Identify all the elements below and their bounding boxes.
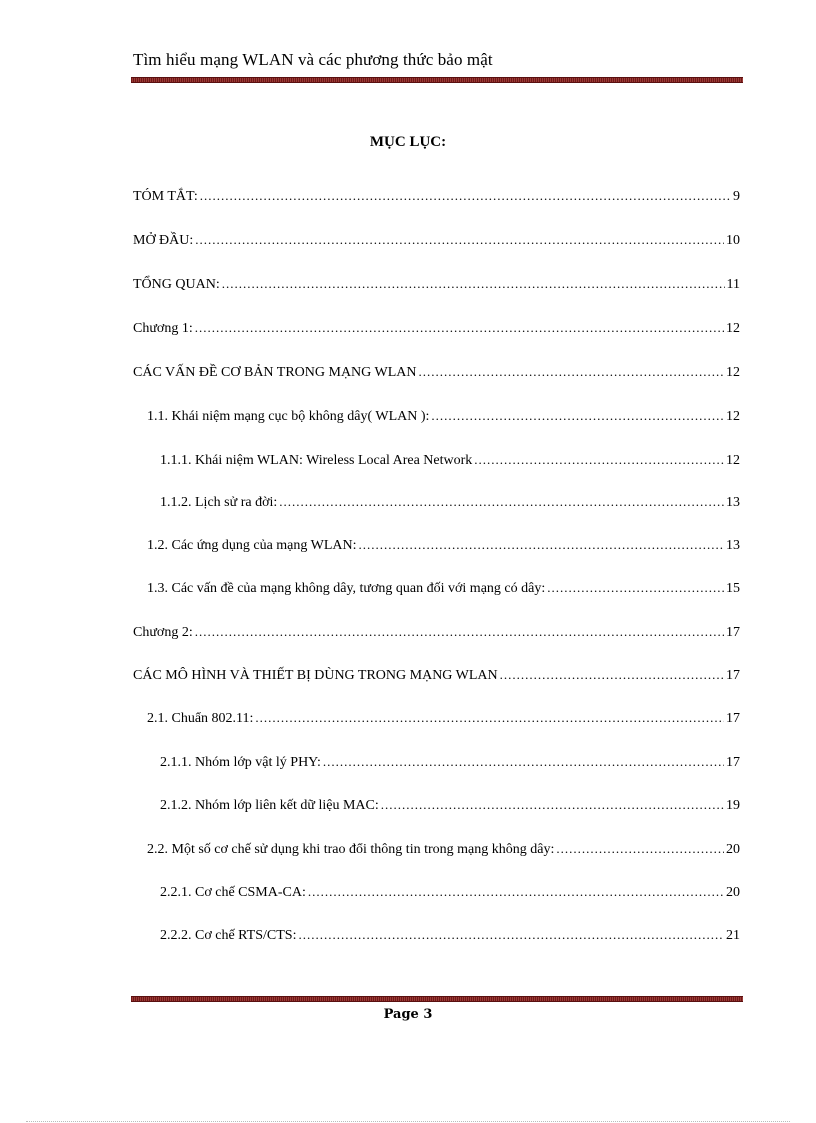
toc-entry-label: 2.2. Một số cơ chế sử dụng khi trao đổi thông tin trong mạng không dây: bbox=[147, 842, 555, 857]
toc-leader-dots bbox=[419, 364, 724, 380]
page-break-line bbox=[26, 1121, 790, 1122]
toc-leader-dots bbox=[195, 624, 724, 640]
toc-entry-label: MỞ ĐẦU: bbox=[133, 233, 194, 248]
toc-leader-dots bbox=[359, 537, 724, 553]
toc-leader-dots bbox=[556, 841, 724, 857]
toc-entry[interactable] bbox=[133, 276, 740, 294]
toc-leader-dots bbox=[431, 408, 724, 424]
toc-leader-dots bbox=[195, 320, 724, 336]
toc-entry-page: 12 bbox=[726, 453, 740, 468]
toc-entry-page: 21 bbox=[726, 928, 740, 943]
toc-entry[interactable] bbox=[133, 364, 740, 382]
toc-entry[interactable] bbox=[160, 452, 740, 470]
toc-entry-page: 20 bbox=[726, 885, 740, 900]
toc-entry-page: 13 bbox=[726, 495, 740, 510]
toc-entry-page: 12 bbox=[726, 409, 740, 424]
toc-entry[interactable] bbox=[160, 754, 740, 772]
toc-entry[interactable] bbox=[160, 927, 740, 945]
toc-entry-label: CÁC VẤN ĐỀ CƠ BẢN TRONG MẠNG WLAN bbox=[133, 365, 417, 380]
toc-entry[interactable] bbox=[147, 841, 740, 859]
toc-entry[interactable] bbox=[160, 884, 740, 902]
toc-entry-label: 1.2. Các ứng dụng của mạng WLAN: bbox=[147, 538, 357, 553]
toc-entry-label: 2.2.2. Cơ chế RTS/CTS: bbox=[160, 928, 297, 943]
toc-leader-dots bbox=[222, 276, 725, 292]
header-title: Tìm hiểu mạng WLAN và các phương thức bảo mật bbox=[133, 50, 493, 69]
toc-entry[interactable] bbox=[133, 320, 740, 338]
toc-leader-dots bbox=[474, 452, 724, 468]
toc-entry-label: Chương 1: bbox=[133, 321, 193, 336]
toc-entry-page: 20 bbox=[726, 842, 740, 857]
toc-leader-dots bbox=[308, 884, 724, 900]
toc-leader-dots bbox=[279, 494, 724, 510]
toc-entry[interactable] bbox=[133, 624, 740, 642]
toc-entry-label: Chương 2: bbox=[133, 625, 193, 640]
toc-leader-dots bbox=[547, 580, 724, 596]
toc-entry[interactable] bbox=[133, 667, 740, 685]
toc-entry-page: 17 bbox=[726, 755, 740, 770]
toc-leader-dots bbox=[381, 797, 724, 813]
toc-leader-dots bbox=[255, 710, 724, 726]
toc-entry-label: 2.1. Chuẩn 802.11: bbox=[147, 711, 254, 726]
header-rule bbox=[131, 77, 743, 83]
toc-entry-page: 17 bbox=[726, 668, 740, 683]
toc-entry-page: 17 bbox=[726, 711, 740, 726]
toc-entry-label: TÓM TẮT: bbox=[133, 189, 198, 204]
footer-rule bbox=[131, 996, 743, 1002]
toc-leader-dots bbox=[200, 188, 731, 204]
toc-entry[interactable] bbox=[160, 494, 740, 512]
toc-title: MỤC LỤC: bbox=[369, 134, 447, 150]
toc-leader-dots bbox=[323, 754, 724, 770]
toc-entry-label: 1.1.1. Khái niệm WLAN: Wireless Local Area Network bbox=[160, 453, 473, 468]
toc-entry[interactable] bbox=[147, 580, 740, 598]
toc-entry[interactable] bbox=[147, 537, 740, 555]
toc-leader-dots bbox=[298, 927, 724, 943]
toc-entry-page: 12 bbox=[726, 365, 740, 380]
toc-entry-page: 17 bbox=[726, 625, 740, 640]
toc-entry-page: 15 bbox=[726, 581, 740, 596]
toc-entry-page: 13 bbox=[726, 538, 740, 553]
toc-entry-page: 19 bbox=[726, 798, 740, 813]
toc-entry-label: 1.3. Các vấn đề của mạng không dây, tương quan đối với mạng có dây: bbox=[147, 581, 546, 596]
toc-leader-dots bbox=[500, 667, 724, 683]
toc-entry[interactable] bbox=[147, 710, 740, 728]
toc-leader-dots bbox=[195, 232, 724, 248]
toc-entry[interactable] bbox=[133, 232, 740, 250]
toc-entry-label: 2.1.2. Nhóm lớp liên kết dữ liệu MAC: bbox=[160, 798, 379, 813]
toc-entry-page: 11 bbox=[726, 277, 740, 292]
toc-entry-label: 2.1.1. Nhóm lớp vật lý PHY: bbox=[160, 755, 321, 770]
toc-entry-label: CÁC MÔ HÌNH VÀ THIẾT BỊ DÙNG TRONG MẠNG WLAN bbox=[133, 668, 498, 683]
toc-entry-label: TỔNG QUAN: bbox=[133, 277, 220, 292]
toc-entry-page: 12 bbox=[726, 321, 740, 336]
toc-entry-page: 10 bbox=[726, 233, 740, 248]
toc-entry[interactable] bbox=[147, 408, 740, 426]
toc-entry-page: 9 bbox=[733, 189, 740, 204]
toc-entry[interactable] bbox=[133, 188, 740, 206]
footer-page-number: Page 3 bbox=[383, 1007, 433, 1022]
toc-entry-label: 1.1.2. Lịch sử ra đời: bbox=[160, 495, 278, 510]
toc-entry-label: 2.2.1. Cơ chế CSMA-CA: bbox=[160, 885, 306, 900]
toc-entry[interactable] bbox=[160, 797, 740, 815]
toc-entry-label: 1.1. Khái niệm mạng cục bộ không dây( WLAN ): bbox=[147, 409, 430, 424]
